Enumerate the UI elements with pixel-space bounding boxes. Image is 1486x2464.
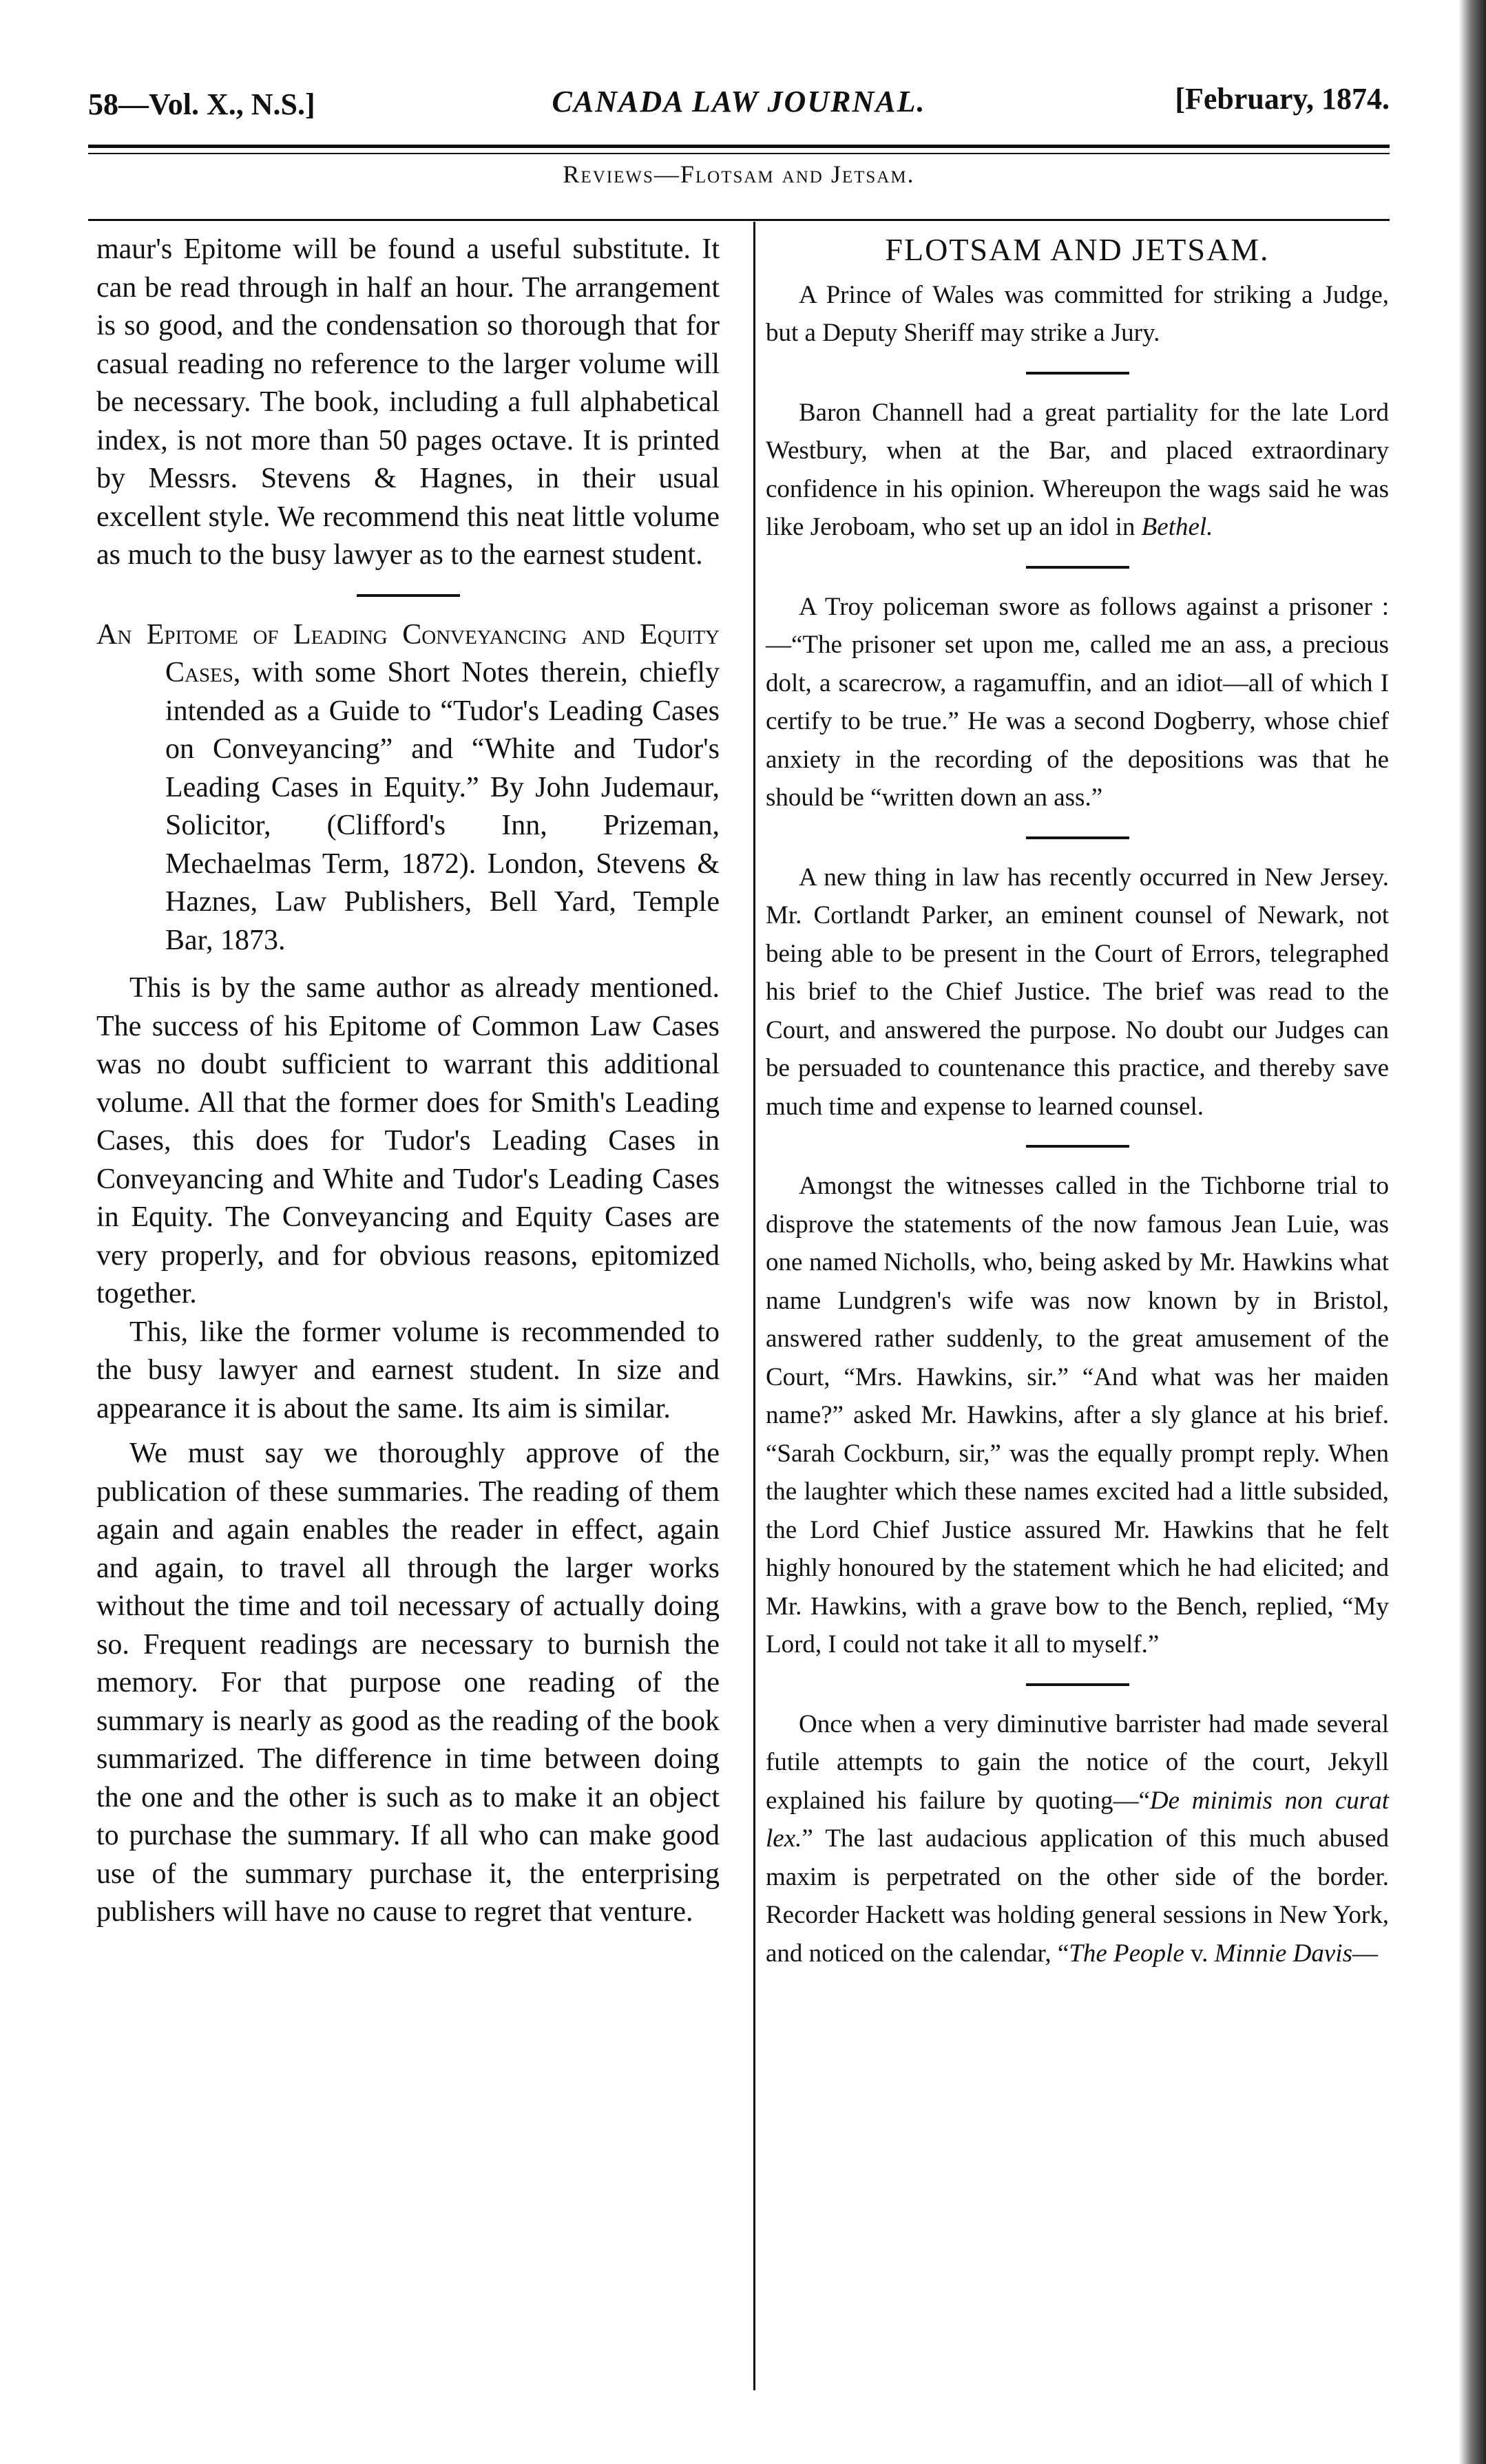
anecdote-text: ” The last audacious application of this much abused maxim is perpetrated on the other side of the border. Recorder Hackett was holding general sessions in New York, and noticed on the calendar, “	[766, 1824, 1389, 1968]
page-number-volume: 58—Vol. X., N.S.]	[88, 87, 315, 121]
anecdote-italic: De minimis non curat lex.	[766, 1786, 1389, 1853]
column-divider	[753, 222, 755, 2390]
anecdote	[766, 394, 1389, 547]
anecdote-italic: Minnie Davis	[1214, 1939, 1352, 1968]
issue-date: [February, 1874.	[1175, 82, 1390, 116]
section-heading: Reviews—Flotsam and Jetsam.	[563, 160, 915, 188]
anecdote-text: v.	[1184, 1939, 1215, 1968]
anecdote-text: —	[1352, 1939, 1378, 1968]
anecdote: A Prince of Wales was committed for striking a Judge, but a Deputy Sheriff may strike a Jury.	[766, 280, 1389, 347]
separator-rule	[1026, 372, 1129, 375]
header-rule-thin	[88, 153, 1390, 154]
review-paragraph: We must say we thoroughly approve of the publication of these summaries. The reading of them again and again enables the reader in effect, again and again, to travel all through the larger works without the time and toil necessary of actually doing so. Frequent readings are necessary to burnish the memory. For that purpose one reading of the summary is nearly as good as the reading of the book summarized. The difference in time between doing the one and the other is such as to make it an object to purchase the summary. If all who can make good use of the summary purchase it, the enterprising publishers will have no cause to regret that venture.	[96, 1438, 720, 1928]
header-rule-thick	[88, 145, 1390, 148]
review-paragraph: This is by the same author as already mentioned. The success of his Epitome of Common Law Cases was no doubt sufficient to warrant this additional volume. All that the former does for Smith's Leading Cases, this does for Tudor's Leading Cases in Conveyancing and White and Tudor's Leading Cases in Equity. The Conveyancing and Equity Cases are very properly, and for obvious reasons, epitomized together.	[96, 972, 720, 1309]
separator-rule	[1026, 1683, 1129, 1686]
journal-title: CANADA LAW JOURNAL.	[552, 85, 926, 118]
left-column	[96, 231, 720, 1932]
anecdote-text: Baron Channell had a great partiality for the late Lord Westbury, when at the Bar, and placed extraordinary confidence in his opinion. Whereupon the wags said he was like Jeroboam, who set up an idol in	[766, 398, 1389, 541]
page-edge-shadow	[1458, 0, 1486, 2464]
separator-rule	[1026, 836, 1129, 839]
book-notice-title: An Epitome of Leading Conveyancing and Equity Cases,	[96, 618, 720, 688]
anecdote: Amongst the witnesses called in the Tichborne trial to disprove the statements of the now famous Jean Luie, was one named Nicholls, who, being asked by Mr. Hawkins what name Lundgren's wife was now known by in Bristol, answered rather suddenly, to the great amusement of the Court, “Mrs. Hawkins, sir.” “And what was her maiden name?” asked Mr. Hawkins, after a sly glance at his brief. “Sarah Cockburn, sir,” was the equally prompt reply. When the laughter which these names excited had a little subsided, the Lord Chief Justice assured Mr. Hawkins that he felt highly honoured by the statement which he had elicited; and Mr. Hawkins, with a grave bow to the Bench, replied, “My Lord, I could not take it all to myself.”	[766, 1172, 1389, 1659]
anecdote	[766, 1705, 1389, 1973]
anecdote-italic: Bethel.	[1141, 513, 1213, 541]
review-paragraph: maur's Epitome will be found a useful substitute. It can be read through in half an hour. The arrangement is so good, and the condensation so thorough that for casual reading no reference to the larger volume will be necessary. The book, including a full alphabetical index, is not more than 50 pages octave. It is printed by Messrs. Stevens & Hagnes, in their usual excellent style. We recommend this neat little volume as much to the busy lawyer as to the earnest student.	[96, 233, 720, 571]
separator-rule	[1026, 566, 1129, 569]
book-notice	[96, 616, 720, 960]
anecdote-text: Once when a very diminutive barrister had made several futile attempts to gain the notice of the court, Jekyll explained his failure by quoting—“	[766, 1709, 1389, 1815]
running-head	[88, 81, 1390, 129]
section-rule	[88, 219, 1390, 221]
right-column	[766, 231, 1389, 1972]
anecdote-italic: The People	[1069, 1939, 1184, 1968]
review-paragraph: This, like the former volume is recommended to the busy lawyer and earnest student. In size and appearance it is about the same. Its aim is similar.	[96, 1316, 720, 1424]
separator-rule	[357, 594, 460, 597]
anecdote: A Troy policeman swore as follows against a prisoner :—“The prisoner set upon me, called me an ass, a precious dolt, a scarecrow, a ragamuffin, and an idiot—all of which I certify to be true.” He was a second Dogberry, whose chief anxiety in the recording of the depositions was that he should be “written down an ass.”	[766, 592, 1389, 812]
separator-rule	[1026, 1145, 1129, 1148]
book-notice-details: with some Short Notes therein, chiefly intended as a Guide to “Tudor's Leading Cases on Conveyancing” and “White and Tudor's Leading Cases in Equity.” By John Judemaur, Solicitor, (Clifford's Inn, Prizeman, Mechaelmas Term, 1872). London, Stevens & Haznes, Law Publishers, Bell Yard, Temple Bar, 1873.	[165, 657, 720, 956]
anecdote: A new thing in law has recently occurred in New Jersey. Mr. Cortlandt Parker, an eminent counsel of Newark, not being able to be present in the Court of Errors, telegraphed his brief to the Chief Justice. The brief was read to the Court, and answered the purpose. No doubt our Judges can be persuaded to countenance this practice, and thereby save much time and expense to learned counsel.	[766, 863, 1389, 1121]
column-title: FLOTSAM AND JETSAM.	[885, 232, 1270, 267]
